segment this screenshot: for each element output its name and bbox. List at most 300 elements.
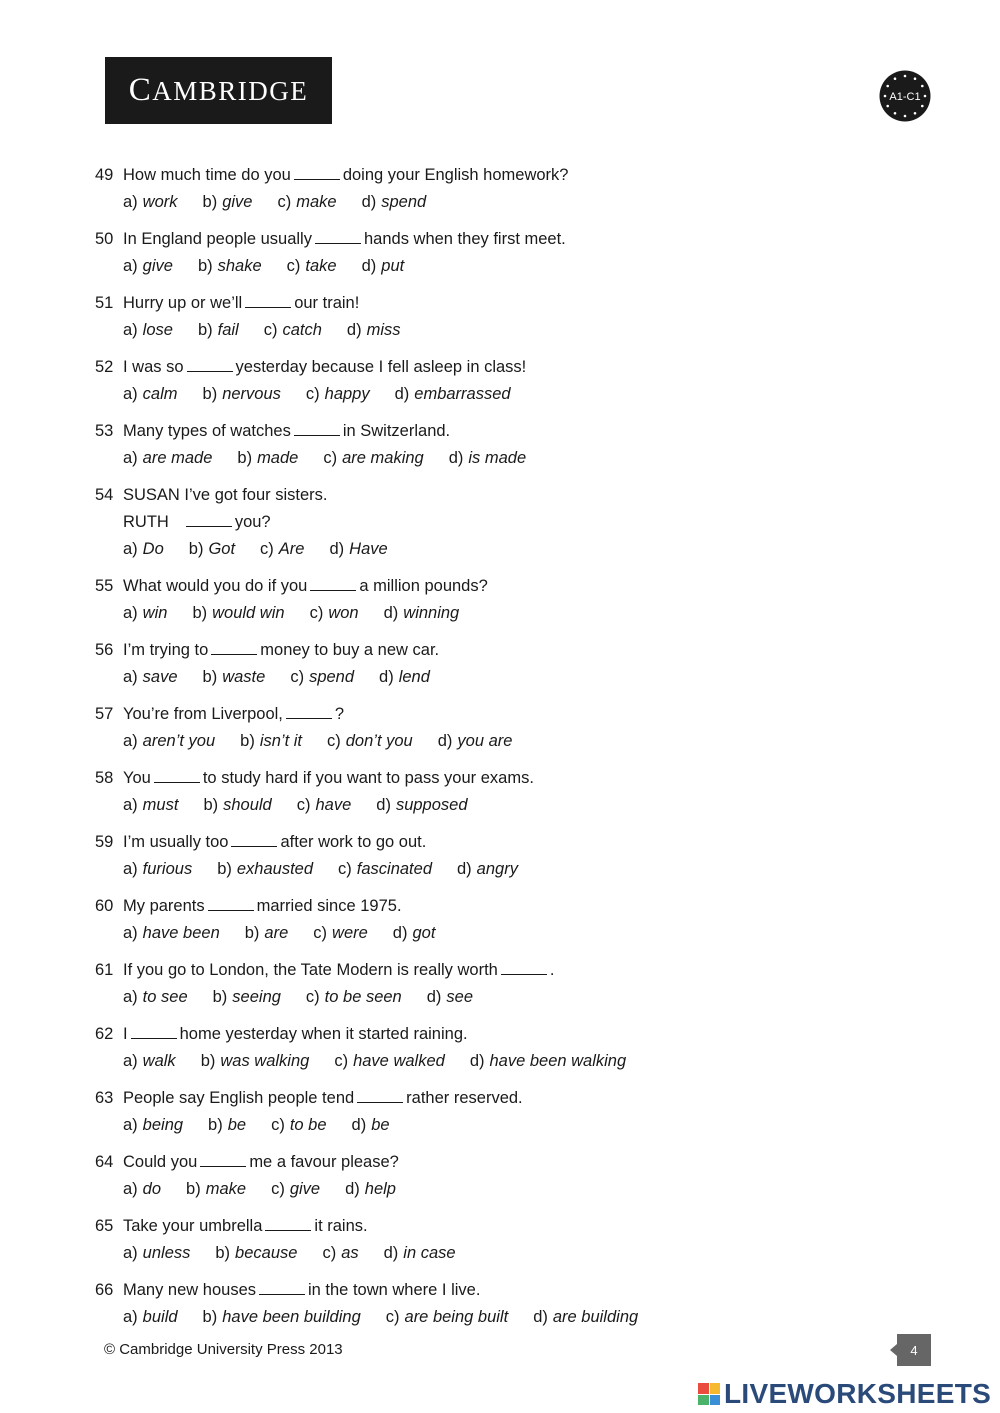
answer-blank[interactable]: [294, 162, 340, 180]
answer-option[interactable]: [290, 664, 354, 691]
question-number: 56: [95, 641, 114, 659]
question-stem: [95, 418, 715, 445]
question-62: [95, 1021, 715, 1075]
option-letter: c): [296, 796, 311, 814]
answer-option[interactable]: [237, 445, 298, 472]
question-number: 61: [95, 961, 114, 979]
question-66: [95, 1277, 715, 1331]
question-56: [95, 637, 715, 691]
question-number: 66: [95, 1281, 114, 1299]
option-letter: d): [448, 449, 464, 467]
answer-option[interactable]: [123, 445, 212, 472]
question-stem: [95, 1149, 715, 1176]
option-text: are making: [342, 449, 424, 467]
liveworksheets-text: LIVEWORKSHEETS: [724, 1378, 992, 1409]
answer-option[interactable]: [217, 856, 313, 883]
stem-text: I’m usually too: [123, 833, 229, 851]
answer-options: [95, 445, 715, 472]
level-badge-icon: [879, 70, 931, 122]
question-number: 65: [95, 1217, 114, 1235]
answer-option[interactable]: [123, 1112, 183, 1139]
option-letter: a): [123, 321, 138, 339]
option-text: Got: [208, 540, 236, 558]
answer-option[interactable]: [123, 728, 215, 755]
question-stem-line2: [95, 509, 715, 536]
answer-option[interactable]: [260, 536, 304, 563]
answer-blank[interactable]: [294, 418, 340, 436]
answer-blank[interactable]: [259, 1277, 305, 1295]
option-letter: a): [123, 1308, 138, 1326]
answer-option[interactable]: [123, 317, 173, 344]
option-text: lose: [142, 321, 173, 339]
question-65: [95, 1213, 715, 1267]
option-letter: c): [290, 668, 305, 686]
option-letter: a): [123, 257, 138, 275]
question-number: 54: [95, 486, 114, 504]
question-stem: [95, 573, 715, 600]
answer-option[interactable]: [203, 664, 266, 691]
stem-text: Many types of watches: [123, 422, 291, 440]
option-letter: b): [197, 257, 213, 275]
answer-blank[interactable]: [357, 1085, 403, 1103]
stem-text: in the town where I live.: [308, 1281, 481, 1299]
answer-option[interactable]: [287, 253, 337, 280]
option-text: have walked: [353, 1052, 445, 1070]
answer-option[interactable]: [393, 920, 436, 947]
option-text: build: [142, 1308, 178, 1326]
answer-option[interactable]: [123, 1176, 161, 1203]
answer-option[interactable]: [310, 600, 359, 627]
question-50: [95, 226, 715, 280]
answer-option[interactable]: [203, 792, 271, 819]
option-letter: c): [271, 1116, 285, 1134]
option-letter: a): [123, 449, 138, 467]
question-stem: [95, 1085, 715, 1112]
option-letter: b): [244, 924, 260, 942]
answer-option[interactable]: [352, 1112, 390, 1139]
option-text: unless: [142, 1244, 191, 1262]
answer-option[interactable]: [215, 1240, 297, 1267]
option-text: have been: [142, 924, 220, 942]
badge-text: A1-C1: [889, 91, 921, 103]
question-stem: [95, 162, 715, 189]
option-text: spend: [309, 668, 355, 686]
stem-text: Hurry up or we’ll: [123, 294, 243, 312]
option-letter: c): [263, 321, 278, 339]
question-number: 62: [95, 1025, 114, 1043]
option-letter: b): [240, 732, 255, 750]
option-letter: b): [202, 385, 218, 403]
stem-text: People say English people tend: [123, 1089, 355, 1107]
stem-text: ?: [334, 705, 345, 723]
option-text: are: [264, 924, 289, 942]
answer-option[interactable]: [189, 536, 235, 563]
answer-option[interactable]: [123, 1304, 178, 1331]
answer-option[interactable]: [198, 317, 239, 344]
question-number: 52: [95, 358, 114, 376]
option-text: are being built: [404, 1308, 509, 1326]
option-letter: c): [338, 860, 352, 878]
answer-option[interactable]: [203, 1304, 361, 1331]
option-letter: b): [212, 988, 228, 1006]
question-stem: [95, 957, 715, 984]
answer-option[interactable]: [457, 856, 518, 883]
answer-option[interactable]: [384, 1240, 456, 1267]
option-text: save: [142, 668, 178, 686]
cambridge-logo: [105, 57, 332, 124]
question-number: 64: [95, 1153, 114, 1171]
option-text: must: [142, 796, 179, 814]
answer-blank[interactable]: [310, 573, 356, 591]
option-text: to be: [289, 1116, 327, 1134]
option-text: help: [364, 1180, 396, 1198]
option-letter: d): [351, 1116, 367, 1134]
answer-options: [95, 600, 715, 627]
question-57: [95, 701, 715, 755]
answer-options: [95, 792, 715, 819]
option-letter: d): [437, 732, 453, 750]
question-stem: [95, 482, 715, 509]
answer-options: [95, 728, 715, 755]
question-number: 57: [95, 705, 114, 723]
answer-option[interactable]: [338, 856, 432, 883]
question-number: 49: [95, 166, 114, 184]
option-letter: b): [202, 668, 218, 686]
option-text: catch: [282, 321, 322, 339]
stem-text: Could you: [123, 1153, 198, 1171]
option-text: aren’t you: [142, 732, 216, 750]
stem-text: You’re from Liverpool,: [123, 705, 283, 723]
answer-option[interactable]: [306, 381, 370, 408]
option-letter: a): [123, 1244, 138, 1262]
option-text: because: [235, 1244, 298, 1262]
copyright: © Cambridge University Press 2013: [104, 1341, 343, 1358]
answer-option[interactable]: [123, 381, 178, 408]
option-text: Are: [278, 540, 305, 558]
option-text: miss: [366, 321, 401, 339]
answer-options: [95, 536, 715, 563]
answer-option[interactable]: [347, 317, 401, 344]
answer-option[interactable]: [306, 984, 402, 1011]
option-text: would win: [212, 604, 285, 622]
answer-option[interactable]: [533, 1304, 638, 1331]
answer-option[interactable]: [123, 600, 167, 627]
option-text: Have: [349, 540, 388, 558]
question-number: 50: [95, 230, 114, 248]
answer-option[interactable]: [323, 445, 423, 472]
option-text: lend: [398, 668, 430, 686]
option-letter: b): [202, 1308, 218, 1326]
option-text: were: [332, 924, 368, 942]
answer-blank[interactable]: [200, 1149, 246, 1167]
liveworksheets-logo: [698, 1378, 991, 1410]
question-stem: [95, 1021, 715, 1048]
answer-options: [95, 1304, 715, 1331]
option-letter: d): [457, 860, 472, 878]
option-letter: b): [202, 193, 218, 211]
question-61: [95, 957, 715, 1011]
question-stem: [95, 1277, 715, 1304]
option-letter: c): [313, 924, 328, 942]
stem-text: doing your English homework?: [342, 166, 569, 184]
question-number: 58: [95, 769, 114, 787]
option-letter: c): [260, 540, 274, 558]
answer-option[interactable]: [449, 445, 526, 472]
answer-option[interactable]: [192, 600, 284, 627]
question-number: 60: [95, 897, 114, 915]
option-text: isn’t it: [259, 732, 302, 750]
option-text: see: [446, 988, 474, 1006]
stem-text: yesterday because I fell asleep in class!: [235, 358, 527, 376]
question-63: [95, 1085, 715, 1139]
option-text: nervous: [222, 385, 281, 403]
option-text: exhausted: [236, 860, 314, 878]
stem-text: Many new houses: [123, 1281, 256, 1299]
option-text: shake: [217, 257, 262, 275]
option-text: you are: [457, 732, 513, 750]
answer-option[interactable]: [395, 381, 511, 408]
stem-text: I: [123, 1025, 128, 1043]
answer-option[interactable]: [470, 1048, 626, 1075]
answer-blank[interactable]: [186, 509, 232, 527]
answer-option[interactable]: [123, 536, 164, 563]
question-55: [95, 573, 715, 627]
question-stem: [95, 893, 715, 920]
answer-option[interactable]: [208, 1112, 246, 1139]
answer-option[interactable]: [362, 189, 427, 216]
option-text: calm: [142, 385, 178, 403]
option-text: to see: [142, 988, 188, 1006]
question-stem: [95, 829, 715, 856]
option-text: supposed: [395, 796, 468, 814]
stem-text: money to buy a new car.: [260, 641, 440, 659]
answer-option[interactable]: [213, 984, 281, 1011]
answer-options: [95, 381, 715, 408]
answer-option[interactable]: [201, 1048, 310, 1075]
option-text: should: [223, 796, 272, 814]
option-letter: d): [361, 193, 377, 211]
option-text: work: [142, 193, 178, 211]
question-51: [95, 290, 715, 344]
option-letter: d): [383, 1244, 399, 1262]
answer-blank[interactable]: [315, 226, 361, 244]
answer-option[interactable]: [203, 381, 281, 408]
answer-option[interactable]: [186, 1176, 246, 1203]
option-letter: b): [217, 860, 232, 878]
answer-option[interactable]: [334, 1048, 444, 1075]
option-text: to be seen: [324, 988, 402, 1006]
question-49: [95, 162, 715, 216]
answer-blank[interactable]: [154, 765, 200, 783]
question-stem: [95, 290, 715, 317]
logo-text: CAMBRIDGE: [128, 72, 309, 108]
answer-option[interactable]: [123, 920, 220, 947]
answer-option[interactable]: [123, 856, 192, 883]
answer-option[interactable]: [322, 1240, 358, 1267]
option-letter: b): [215, 1244, 231, 1262]
answer-option[interactable]: [123, 984, 188, 1011]
question-list: [95, 162, 715, 1341]
answer-option[interactable]: [203, 189, 253, 216]
stem-text: home yesterday when it started raining.: [179, 1025, 468, 1043]
option-text: was walking: [220, 1052, 310, 1070]
answer-option[interactable]: [123, 189, 178, 216]
option-text: are made: [142, 449, 213, 467]
answer-option[interactable]: [245, 920, 289, 947]
answer-options: [95, 1112, 715, 1139]
answer-option[interactable]: [297, 792, 352, 819]
option-text: won: [328, 604, 359, 622]
stem-text: after work to go out.: [280, 833, 427, 851]
option-letter: c): [305, 988, 320, 1006]
answer-options: [95, 664, 715, 691]
option-letter: a): [123, 193, 138, 211]
stem-text: hands when they first meet.: [363, 230, 566, 248]
option-text: angry: [476, 860, 518, 878]
option-letter: b): [188, 540, 204, 558]
stem-text: I was so: [123, 358, 184, 376]
answer-option[interactable]: [271, 1176, 320, 1203]
option-letter: d): [345, 1180, 360, 1198]
answer-options: [95, 1048, 715, 1075]
stem-text: me a favour please?: [249, 1153, 399, 1171]
stem-text: If you go to London, the Tate Modern is really worth: [123, 961, 498, 979]
stem-text: to study hard if you want to pass your exams.: [202, 769, 534, 787]
option-letter: c): [286, 257, 301, 275]
stem-text: in Switzerland.: [342, 422, 451, 440]
option-letter: b): [200, 1052, 216, 1070]
option-text: being: [142, 1116, 184, 1134]
option-letter: a): [123, 732, 138, 750]
answer-option[interactable]: [313, 920, 368, 947]
answer-option[interactable]: [123, 664, 178, 691]
option-text: put: [381, 257, 405, 275]
answer-blank[interactable]: [501, 957, 547, 975]
option-letter: d): [361, 257, 377, 275]
answer-blank[interactable]: [208, 893, 254, 911]
stem-text: How much time do you: [123, 166, 291, 184]
answer-option[interactable]: [384, 600, 460, 627]
answer-option[interactable]: [379, 664, 430, 691]
question-number: 51: [95, 294, 114, 312]
answer-option[interactable]: [427, 984, 473, 1011]
answer-options: [95, 317, 715, 344]
answer-blank[interactable]: [245, 290, 291, 308]
option-text: make: [205, 1180, 247, 1198]
option-text: make: [296, 193, 337, 211]
option-letter: b): [186, 1180, 201, 1198]
answer-option[interactable]: [264, 317, 322, 344]
option-text: take: [305, 257, 337, 275]
page-number: 4: [897, 1334, 931, 1366]
option-letter: d): [346, 321, 362, 339]
answer-option[interactable]: [123, 1048, 176, 1075]
answer-option[interactable]: [362, 253, 405, 280]
answer-options: [95, 920, 715, 947]
option-letter: d): [469, 1052, 485, 1070]
stem-text: rather reserved.: [406, 1089, 523, 1107]
answer-option[interactable]: [376, 792, 467, 819]
answer-options: [95, 189, 715, 216]
stem-text: My parents: [123, 897, 205, 915]
option-text: seeing: [232, 988, 281, 1006]
option-text: embarrassed: [414, 385, 511, 403]
option-letter: c): [309, 604, 324, 622]
question-59: [95, 829, 715, 883]
answer-blank[interactable]: [211, 637, 257, 655]
answer-option[interactable]: [438, 728, 513, 755]
question-number: 59: [95, 833, 114, 851]
option-text: in case: [403, 1244, 456, 1262]
answer-options: [95, 1176, 715, 1203]
option-letter: d): [329, 540, 345, 558]
option-letter: d): [383, 604, 399, 622]
answer-blank[interactable]: [187, 354, 233, 372]
answer-option[interactable]: [123, 1240, 190, 1267]
option-letter: a): [123, 1052, 138, 1070]
option-letter: a): [123, 988, 138, 1006]
answer-option[interactable]: [277, 189, 336, 216]
stem-text: You: [123, 769, 151, 787]
answer-option[interactable]: [327, 728, 413, 755]
stem-text: married since 1975.: [256, 897, 402, 915]
question-stem: [95, 701, 715, 728]
option-letter: a): [123, 1116, 138, 1134]
answer-option[interactable]: [123, 253, 173, 280]
option-text: got: [412, 924, 436, 942]
option-text: fascinated: [356, 860, 432, 878]
option-text: give: [142, 257, 173, 275]
option-text: happy: [324, 385, 370, 403]
stem-text: .: [549, 961, 555, 979]
answer-blank[interactable]: [265, 1213, 311, 1231]
answer-option[interactable]: [271, 1112, 326, 1139]
answer-options: [95, 984, 715, 1011]
option-letter: d): [533, 1308, 548, 1326]
option-letter: d): [394, 385, 410, 403]
stem-text: our train!: [294, 294, 360, 312]
stem-text: I’m trying to: [123, 641, 209, 659]
question-stem: [95, 354, 715, 381]
option-letter: c): [305, 385, 320, 403]
option-text: have been building: [222, 1308, 361, 1326]
stem-text: Take your umbrella: [123, 1217, 263, 1235]
answer-blank[interactable]: [131, 1021, 177, 1039]
option-text: give: [289, 1180, 321, 1198]
option-text: fail: [217, 321, 239, 339]
speaker-name: RUTH: [123, 513, 169, 531]
option-text: Do: [142, 540, 164, 558]
option-text: is made: [468, 449, 527, 467]
option-text: have been walking: [489, 1052, 627, 1070]
question-stem: [95, 637, 715, 664]
answer-option[interactable]: [329, 536, 387, 563]
answer-option[interactable]: [345, 1176, 396, 1203]
answer-blank[interactable]: [286, 701, 332, 719]
question-64: [95, 1149, 715, 1203]
option-letter: b): [208, 1116, 223, 1134]
question-54: [95, 482, 715, 563]
answer-blank[interactable]: [231, 829, 277, 847]
option-text: are building: [552, 1308, 639, 1326]
liveworksheets-icon: [698, 1383, 720, 1405]
answer-option[interactable]: [386, 1304, 508, 1331]
answer-option[interactable]: [198, 253, 262, 280]
answer-option[interactable]: [123, 792, 178, 819]
stem-text: What would you do if you: [123, 577, 308, 595]
option-letter: c): [277, 193, 292, 211]
answer-option[interactable]: [240, 728, 302, 755]
